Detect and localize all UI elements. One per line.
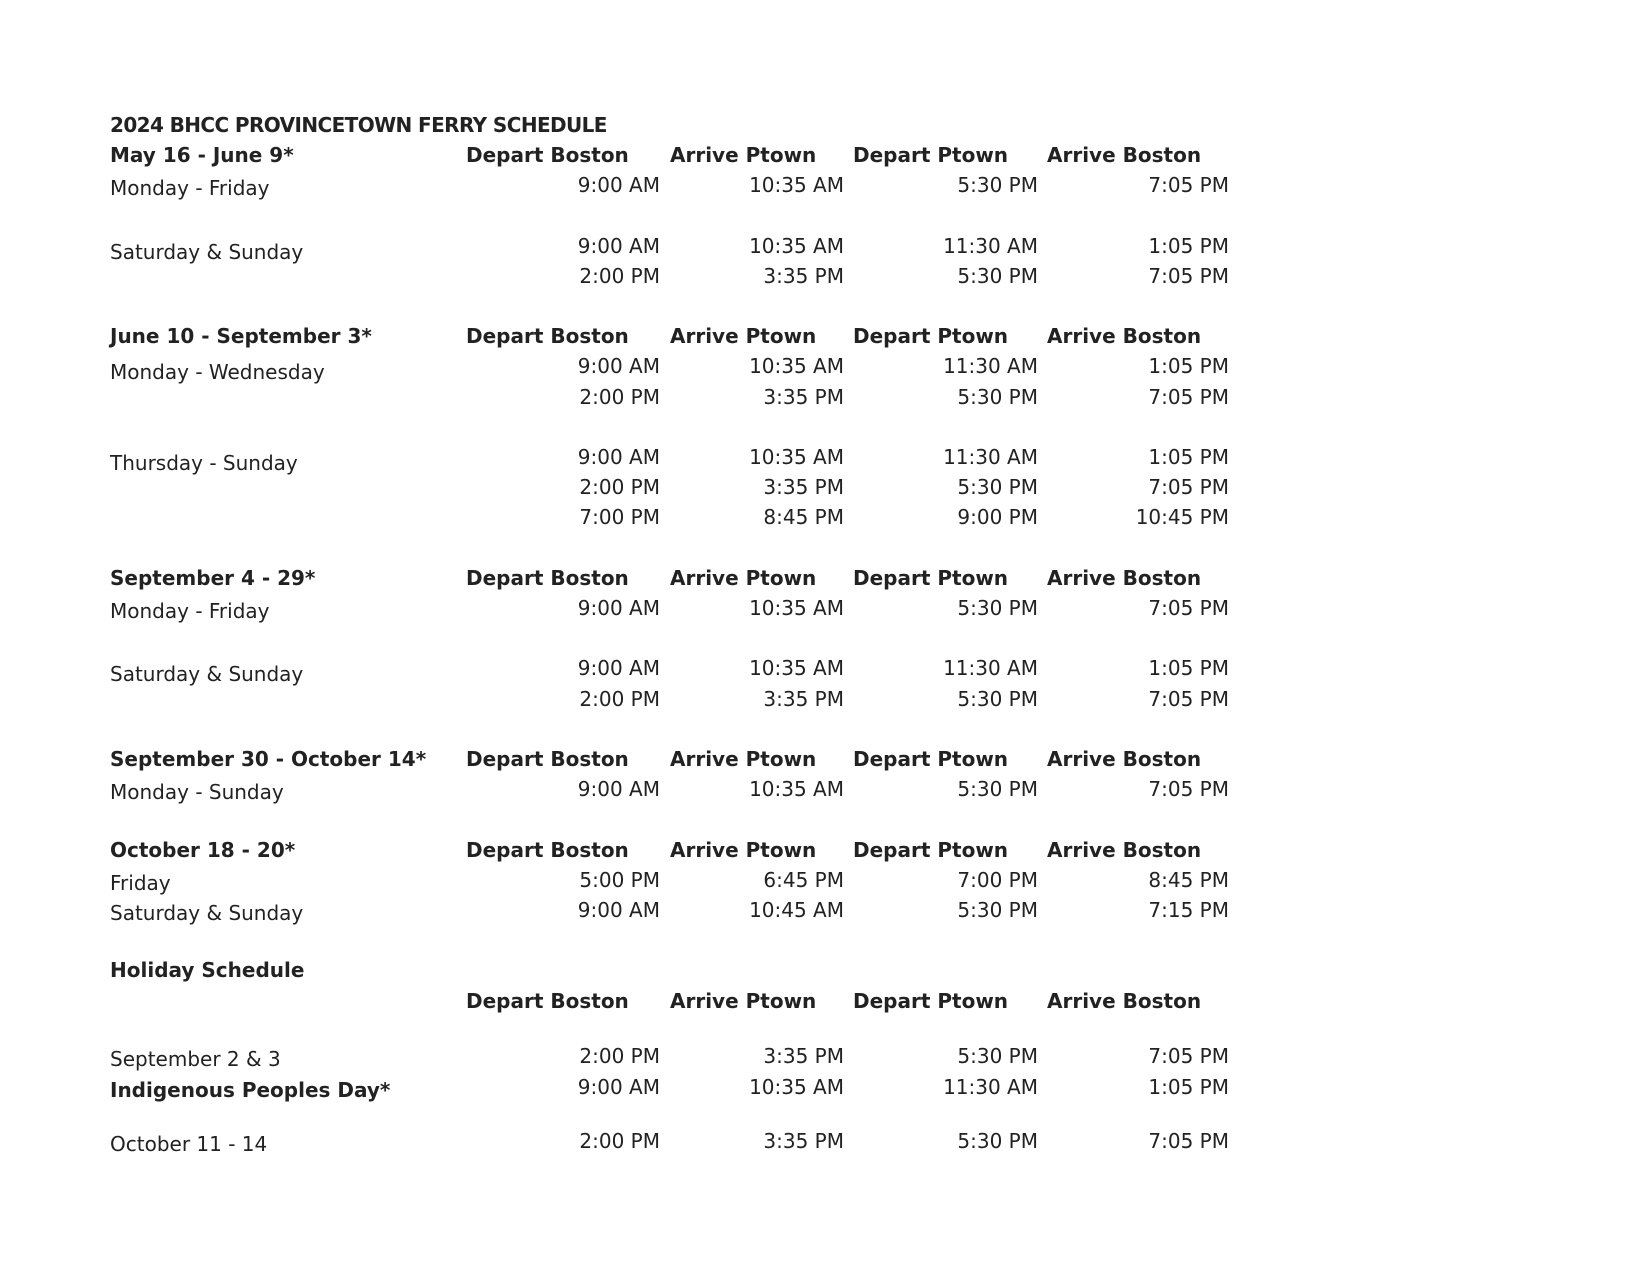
day-label: Saturday & Sunday (110, 239, 304, 264)
time-cell: 2:00 PM (579, 263, 660, 288)
column-header: Arrive Ptown (670, 747, 817, 771)
time-cell: 9:00 PM (957, 505, 1038, 530)
time-cell: 7:00 PM (579, 505, 660, 530)
column-header: Arrive Boston (1047, 988, 1202, 1013)
column-header: Depart Ptown (853, 988, 1009, 1013)
time-cell: 1:05 PM (1148, 1074, 1229, 1099)
column-header: Arrive Ptown (670, 324, 817, 349)
time-cell: 3:35 PM (763, 686, 844, 711)
time-cell: 5:30 PM (957, 263, 1038, 288)
period-heading: September 4 - 29* (110, 565, 316, 590)
period-heading: October 18 - 20* (110, 837, 296, 862)
day-label: Thursday - Sunday (110, 451, 298, 476)
time-cell: 7:05 PM (1148, 686, 1229, 711)
column-header: Depart Ptown (853, 837, 1009, 862)
time-cell: 6:45 PM (763, 867, 844, 892)
time-cell: 7:05 PM (1148, 384, 1229, 409)
column-header: Depart Ptown (853, 747, 1009, 771)
time-cell: 7:05 PM (1148, 1129, 1229, 1154)
day-label: September 2 & 3 (110, 1047, 281, 1072)
column-header: Arrive Ptown (670, 988, 817, 1013)
time-cell: 5:30 PM (957, 475, 1038, 500)
day-label: Monday - Friday (110, 599, 270, 623)
time-cell: 7:05 PM (1148, 777, 1229, 802)
time-cell: 5:30 PM (957, 686, 1038, 711)
time-cell: 7:15 PM (1148, 898, 1229, 922)
time-cell: 9:00 AM (577, 1074, 660, 1099)
column-header: Arrive Ptown (670, 565, 817, 590)
time-cell: 10:35 AM (749, 354, 844, 379)
time-cell: 8:45 PM (1148, 867, 1229, 892)
time-cell: 5:30 PM (957, 173, 1038, 198)
time-cell: 2:00 PM (579, 1129, 660, 1154)
day-label: Saturday & Sunday (110, 662, 304, 687)
time-cell: 5:30 PM (957, 1044, 1038, 1069)
period-heading: June 10 - September 3* (110, 324, 372, 349)
time-cell: 1:05 PM (1148, 445, 1229, 469)
column-header: Arrive Boston (1047, 324, 1202, 349)
column-header: Arrive Boston (1047, 565, 1202, 590)
time-cell: 10:35 AM (749, 656, 844, 681)
time-cell: 7:05 PM (1148, 475, 1229, 500)
time-cell: 1:05 PM (1148, 354, 1229, 379)
column-header: Depart Ptown (853, 324, 1009, 349)
time-cell: 10:35 AM (749, 777, 844, 802)
time-cell: 9:00 AM (577, 898, 660, 922)
time-cell: 11:30 AM (943, 1074, 1038, 1099)
time-cell: 3:35 PM (763, 263, 844, 288)
period-heading: September 30 - October 14* (110, 747, 427, 771)
time-cell: 3:35 PM (763, 384, 844, 409)
day-label: Indigenous Peoples Day* (110, 1077, 391, 1102)
day-label: Monday - Sunday (110, 780, 284, 805)
time-cell: 3:35 PM (763, 1044, 844, 1069)
time-cell: 5:30 PM (957, 1129, 1038, 1154)
column-header: Arrive Ptown (670, 837, 817, 862)
column-header: Arrive Boston (1047, 747, 1202, 771)
time-cell: 11:30 AM (943, 354, 1038, 379)
column-header: Depart Ptown (853, 143, 1009, 167)
time-cell: 2:00 PM (579, 475, 660, 500)
time-cell: 11:30 AM (943, 445, 1038, 469)
column-header: Depart Boston (466, 324, 629, 349)
column-header: Depart Boston (466, 988, 629, 1013)
time-cell: 1:05 PM (1148, 656, 1229, 681)
time-cell: 11:30 AM (943, 656, 1038, 681)
day-label: Monday - Friday (110, 176, 270, 201)
time-cell: 7:05 PM (1148, 1044, 1229, 1069)
time-cell: 5:30 PM (957, 384, 1038, 409)
time-cell: 3:35 PM (763, 1129, 844, 1154)
time-cell: 7:05 PM (1148, 263, 1229, 288)
time-cell: 9:00 AM (577, 233, 660, 258)
time-cell: 9:00 AM (577, 445, 660, 469)
time-cell: 5:30 PM (957, 777, 1038, 802)
time-cell: 11:30 AM (943, 233, 1038, 258)
time-cell: 10:35 AM (749, 173, 844, 198)
day-label: Monday - Wednesday (110, 360, 325, 385)
day-label: October 11 - 14 (110, 1132, 268, 1157)
column-header: Depart Boston (466, 565, 629, 590)
time-cell: 9:00 AM (577, 354, 660, 379)
time-cell: 7:00 PM (957, 867, 1038, 892)
column-header: Depart Ptown (853, 565, 1009, 590)
time-cell: 2:00 PM (579, 686, 660, 711)
column-header: Depart Boston (466, 143, 629, 167)
time-cell: 3:35 PM (763, 475, 844, 500)
time-cell: 10:35 AM (749, 596, 844, 620)
column-header: Depart Boston (466, 747, 629, 771)
period-heading: Holiday Schedule (110, 958, 305, 983)
time-cell: 7:05 PM (1148, 173, 1229, 198)
column-header: Arrive Boston (1047, 837, 1202, 862)
document-title: 2024 BHCC PROVINCETOWN FERRY SCHEDULE (110, 113, 607, 137)
time-cell: 5:30 PM (957, 898, 1038, 922)
time-cell: 8:45 PM (763, 505, 844, 530)
day-label: Saturday & Sunday (110, 901, 304, 925)
column-header: Depart Boston (466, 837, 629, 862)
time-cell: 9:00 AM (577, 777, 660, 802)
time-cell: 5:00 PM (579, 867, 660, 892)
day-label: Friday (110, 870, 171, 895)
time-cell: 5:30 PM (957, 596, 1038, 620)
time-cell: 10:45 AM (749, 898, 844, 922)
column-header: Arrive Ptown (670, 143, 817, 167)
time-cell: 10:35 AM (749, 445, 844, 469)
column-header: Arrive Boston (1047, 143, 1202, 167)
time-cell: 9:00 AM (577, 656, 660, 681)
time-cell: 10:45 PM (1135, 505, 1229, 530)
time-cell: 10:35 AM (749, 233, 844, 258)
time-cell: 10:35 AM (749, 1074, 844, 1099)
time-cell: 2:00 PM (579, 1044, 660, 1069)
time-cell: 9:00 AM (577, 173, 660, 198)
time-cell: 9:00 AM (577, 596, 660, 620)
period-heading: May 16 - June 9* (110, 143, 294, 167)
time-cell: 1:05 PM (1148, 233, 1229, 258)
time-cell: 2:00 PM (579, 384, 660, 409)
time-cell: 7:05 PM (1148, 596, 1229, 620)
